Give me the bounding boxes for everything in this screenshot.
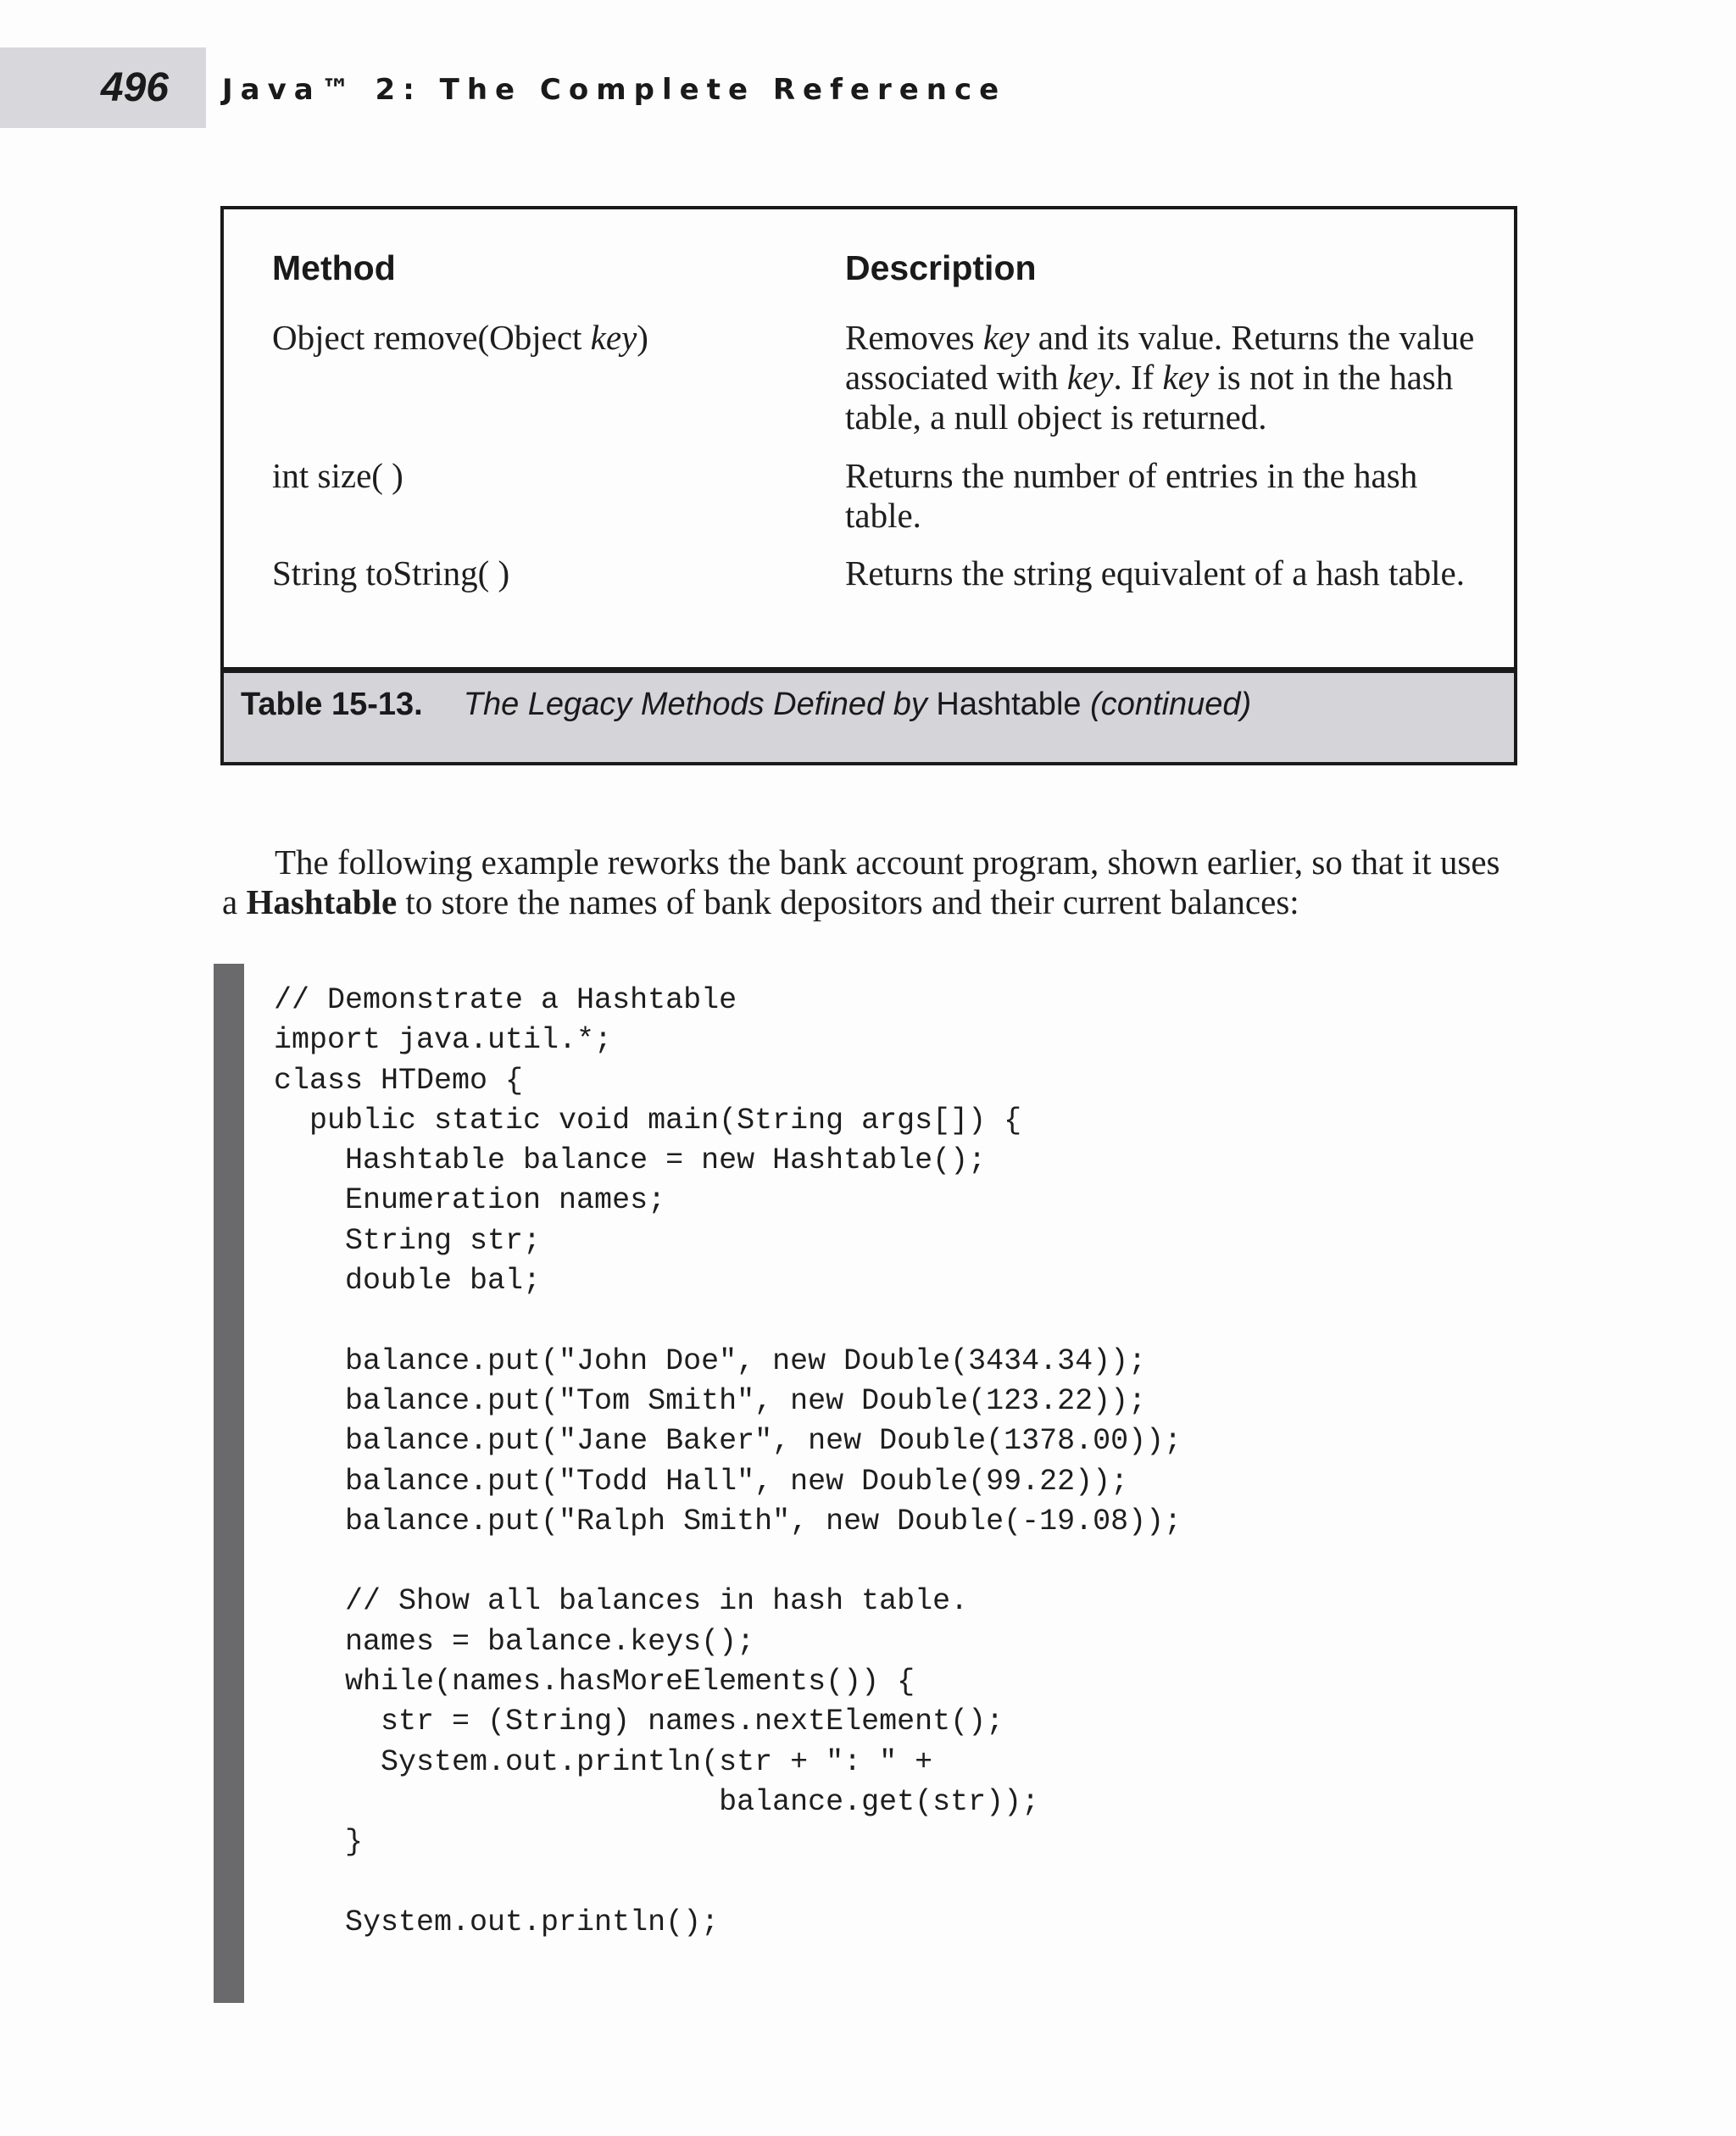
description-cell-remove: Removes key and its value. Returns the value associated with key. If key is not in the hash table, a null object is returned.	[845, 318, 1475, 437]
code-line	[274, 1863, 1182, 1903]
code-line: while(names.hasMoreElements()) {	[274, 1665, 915, 1699]
method-cell-size: int size( )	[272, 456, 403, 495]
code-line: balance.put("Todd Hall", new Double(99.22));	[274, 1464, 1129, 1499]
code-line: import java.util.*;	[274, 1023, 613, 1058]
code-line: System.out.println();	[274, 1905, 720, 1939]
body-paragraph: The following example reworks the bank account program, shown earlier, so that it uses a Hashtable to store the names of bank depositors and their current balances:	[222, 843, 1500, 921]
code-line: class HTDemo {	[274, 1063, 524, 1098]
code-line: balance.put("Tom Smith", new Double(123.22));	[274, 1383, 1147, 1418]
description-cell-size: Returns the number of entries in the hash table.	[845, 456, 1418, 535]
code-line: System.out.println(str + ": " +	[274, 1744, 933, 1779]
code-line: String str;	[274, 1223, 542, 1258]
code-line: balance.put("Ralph Smith", new Double(-19.08));	[274, 1504, 1182, 1538]
code-line: // Demonstrate a Hashtable	[274, 983, 737, 1017]
running-header: Java™ 2: The Complete Reference	[222, 73, 1007, 107]
method-cell-remove: Object remove(Object key)	[272, 318, 648, 357]
code-line: Enumeration names;	[274, 1183, 666, 1218]
page-number: 496	[100, 65, 169, 110]
description-column-header: Description	[845, 248, 1037, 287]
code-side-bar	[214, 964, 244, 2003]
methods-table	[220, 206, 1517, 765]
method-column-header: Method	[272, 248, 396, 287]
code-line: public static void main(String args[]) {	[274, 1103, 1022, 1138]
method-cell-tostring: String toString( )	[272, 553, 510, 592]
code-listing	[274, 981, 1182, 1943]
table-caption-bar	[224, 667, 1514, 762]
code-line: balance.put("Jane Baker", new Double(1378.00));	[274, 1424, 1182, 1459]
code-line: balance.get(str));	[274, 1784, 1040, 1819]
code-line	[274, 1301, 1182, 1341]
code-line: balance.put("John Doe", new Double(3434.34));	[274, 1343, 1147, 1378]
code-line: names = balance.keys();	[274, 1624, 755, 1659]
code-line	[274, 1542, 1182, 1582]
page-number-box	[0, 47, 206, 128]
code-line: str = (String) names.nextElement();	[274, 1705, 1004, 1739]
code-line: // Show all balances in hash table.	[274, 1584, 969, 1619]
code-line: double bal;	[274, 1264, 542, 1299]
table-caption: Table 15-13. The Legacy Methods Defined by Hashtable (continued)	[241, 687, 1252, 722]
description-cell-tostring: Returns the string equivalent of a hash table.	[845, 553, 1465, 592]
code-line: Hashtable balance = new Hashtable();	[274, 1143, 987, 1178]
code-line: }	[274, 1825, 364, 1860]
